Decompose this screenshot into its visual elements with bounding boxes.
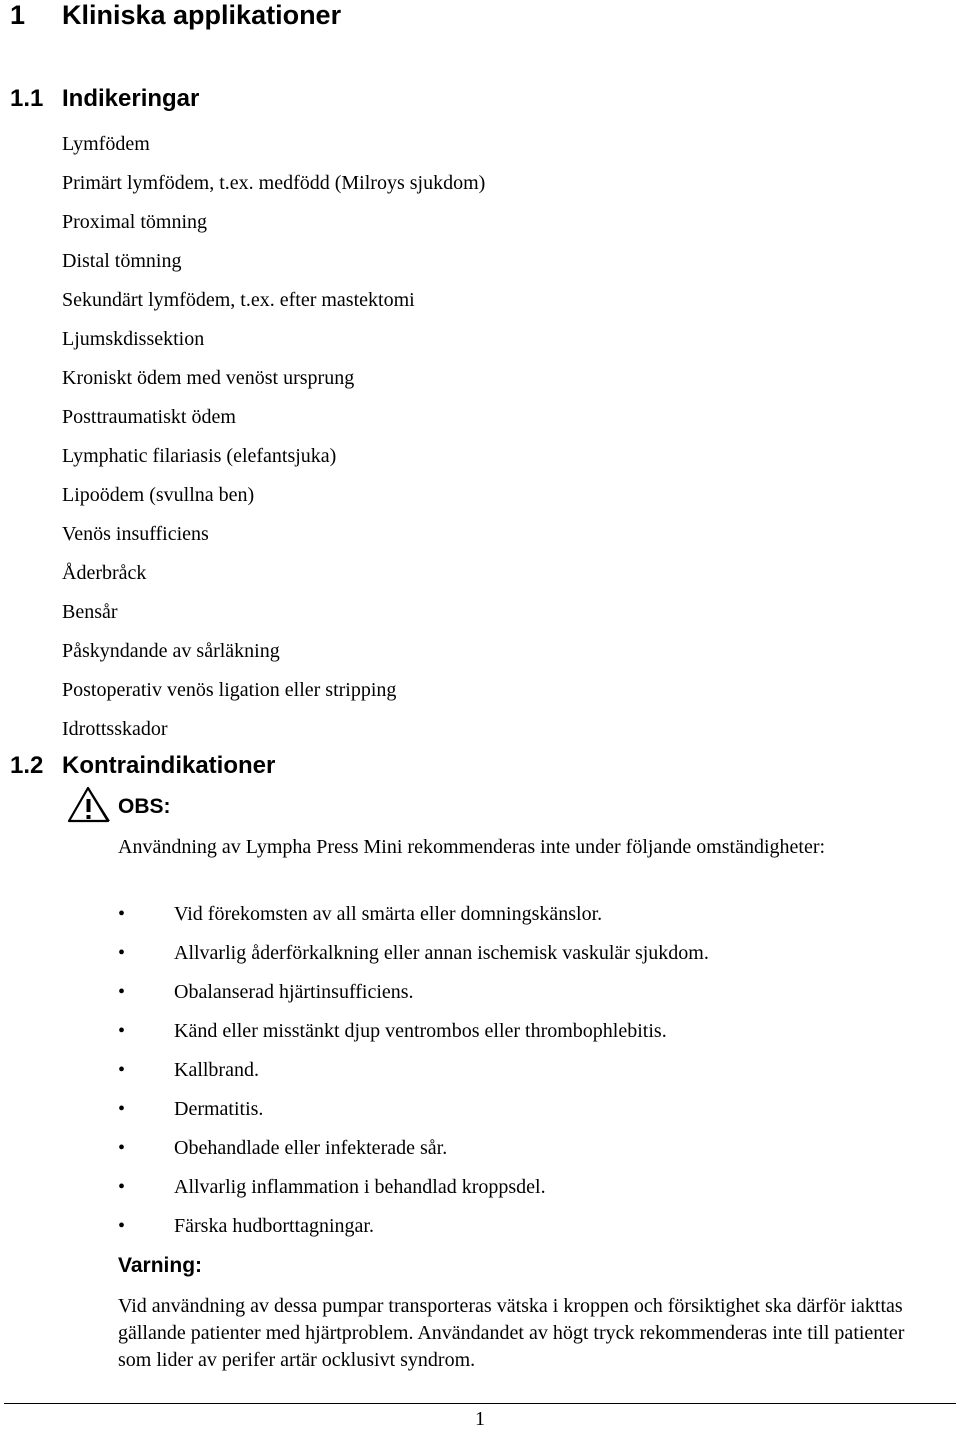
indication-item: Lymfödem bbox=[62, 133, 150, 155]
contraindication-text: Färska hudborttagningar. bbox=[174, 1215, 374, 1237]
contraindication-text: Känd eller misstänkt djup ventrombos eller thrombophlebitis. bbox=[174, 1020, 667, 1042]
contraindication-text: Obehandlade eller infekterade sår. bbox=[174, 1137, 448, 1159]
contraindication-item bbox=[118, 1016, 709, 1055]
contraindication-text: Obalanserad hjärtinsufficiens. bbox=[174, 981, 414, 1003]
indication-item: Åderbråck bbox=[62, 562, 147, 584]
contraindications-number: 1.2 bbox=[10, 752, 44, 779]
footer-divider bbox=[4, 1403, 956, 1404]
indication-item: Proximal tömning bbox=[62, 211, 207, 233]
contraindication-item bbox=[118, 899, 709, 938]
contraindication-item bbox=[118, 1133, 709, 1172]
bullet-icon: • bbox=[118, 1059, 126, 1081]
contraindication-text: Kallbrand. bbox=[174, 1059, 259, 1081]
bullet-icon: • bbox=[118, 1215, 126, 1237]
bullet-icon: • bbox=[118, 1137, 126, 1159]
contraindication-text: Vid förekomsten av all smärta eller domningskänslor. bbox=[174, 903, 603, 925]
indications-number: 1.1 bbox=[10, 85, 44, 112]
contraindication-item bbox=[118, 1172, 709, 1211]
contraindication-text: Allvarlig åderförkalkning eller annan ischemisk vaskulär sjukdom. bbox=[174, 942, 709, 964]
bullet-icon: • bbox=[118, 942, 126, 964]
contraindication-text: Dermatitis. bbox=[174, 1098, 264, 1120]
contraindication-item bbox=[118, 1094, 709, 1133]
indications-list bbox=[62, 125, 485, 749]
contraindications-title: Kontraindikationer bbox=[62, 752, 276, 779]
page-number: 1 bbox=[475, 1408, 485, 1430]
indication-item: Posttraumatiskt ödem bbox=[62, 406, 236, 428]
contraindication-item bbox=[118, 1211, 709, 1250]
chapter-heading bbox=[10, 0, 341, 34]
indication-item: Kroniskt ödem med venöst ursprung bbox=[62, 367, 355, 389]
warning-label: Varning: bbox=[118, 1254, 203, 1277]
bullet-icon: • bbox=[118, 903, 126, 925]
indication-item: Venös insufficiens bbox=[62, 523, 209, 545]
indications-heading bbox=[10, 83, 199, 115]
warning-triangle-icon bbox=[66, 786, 112, 824]
bullet-icon: • bbox=[118, 1098, 126, 1120]
indication-item: Distal tömning bbox=[62, 250, 182, 272]
contraindications-list bbox=[118, 899, 709, 1250]
indication-item: Sekundärt lymfödem, t.ex. efter mastektomi bbox=[62, 289, 415, 311]
contraindications-heading bbox=[10, 750, 275, 782]
contraindication-item bbox=[118, 1055, 709, 1094]
contraindication-text: Allvarlig inflammation i behandlad kroppsdel. bbox=[174, 1176, 546, 1198]
bullet-icon: • bbox=[118, 1176, 126, 1198]
indication-item: Postoperativ venös ligation eller stripping bbox=[62, 679, 397, 701]
contraindication-item bbox=[118, 977, 709, 1016]
indication-item: Lymphatic filariasis (elefantsjuka) bbox=[62, 445, 337, 467]
indication-item: Bensår bbox=[62, 601, 118, 623]
indication-item: Lipoödem (svullna ben) bbox=[62, 484, 255, 506]
chapter-number: 1 bbox=[10, 0, 26, 30]
contraindication-item bbox=[118, 938, 709, 977]
indication-item: Ljumskdissektion bbox=[62, 328, 205, 350]
chapter-title: Kliniska applikationer bbox=[62, 0, 342, 30]
indication-item: Påskyndande av sårläkning bbox=[62, 640, 280, 662]
indication-item: Primärt lymfödem, t.ex. medfödd (Milroys sjukdom) bbox=[62, 172, 486, 194]
bullet-icon: • bbox=[118, 1020, 126, 1042]
bullet-icon: • bbox=[118, 981, 126, 1003]
obs-text: Användning av Lympha Press Mini rekommenderas inte under följande omständigheter: bbox=[118, 836, 826, 858]
indications-title: Indikeringar bbox=[62, 85, 200, 112]
warning-text: Vid användning av dessa pumpar transporteras vätska i kroppen och försiktighet ska därför iakttas gällande patienter med hjärtproblem. Användandet av högt tryck rekommenderas inte till patienter som lider av perifer artär ocklusivt syndrom. bbox=[118, 1295, 905, 1371]
indication-item: Idrottsskador bbox=[62, 718, 168, 740]
obs-label: OBS: bbox=[118, 795, 171, 818]
